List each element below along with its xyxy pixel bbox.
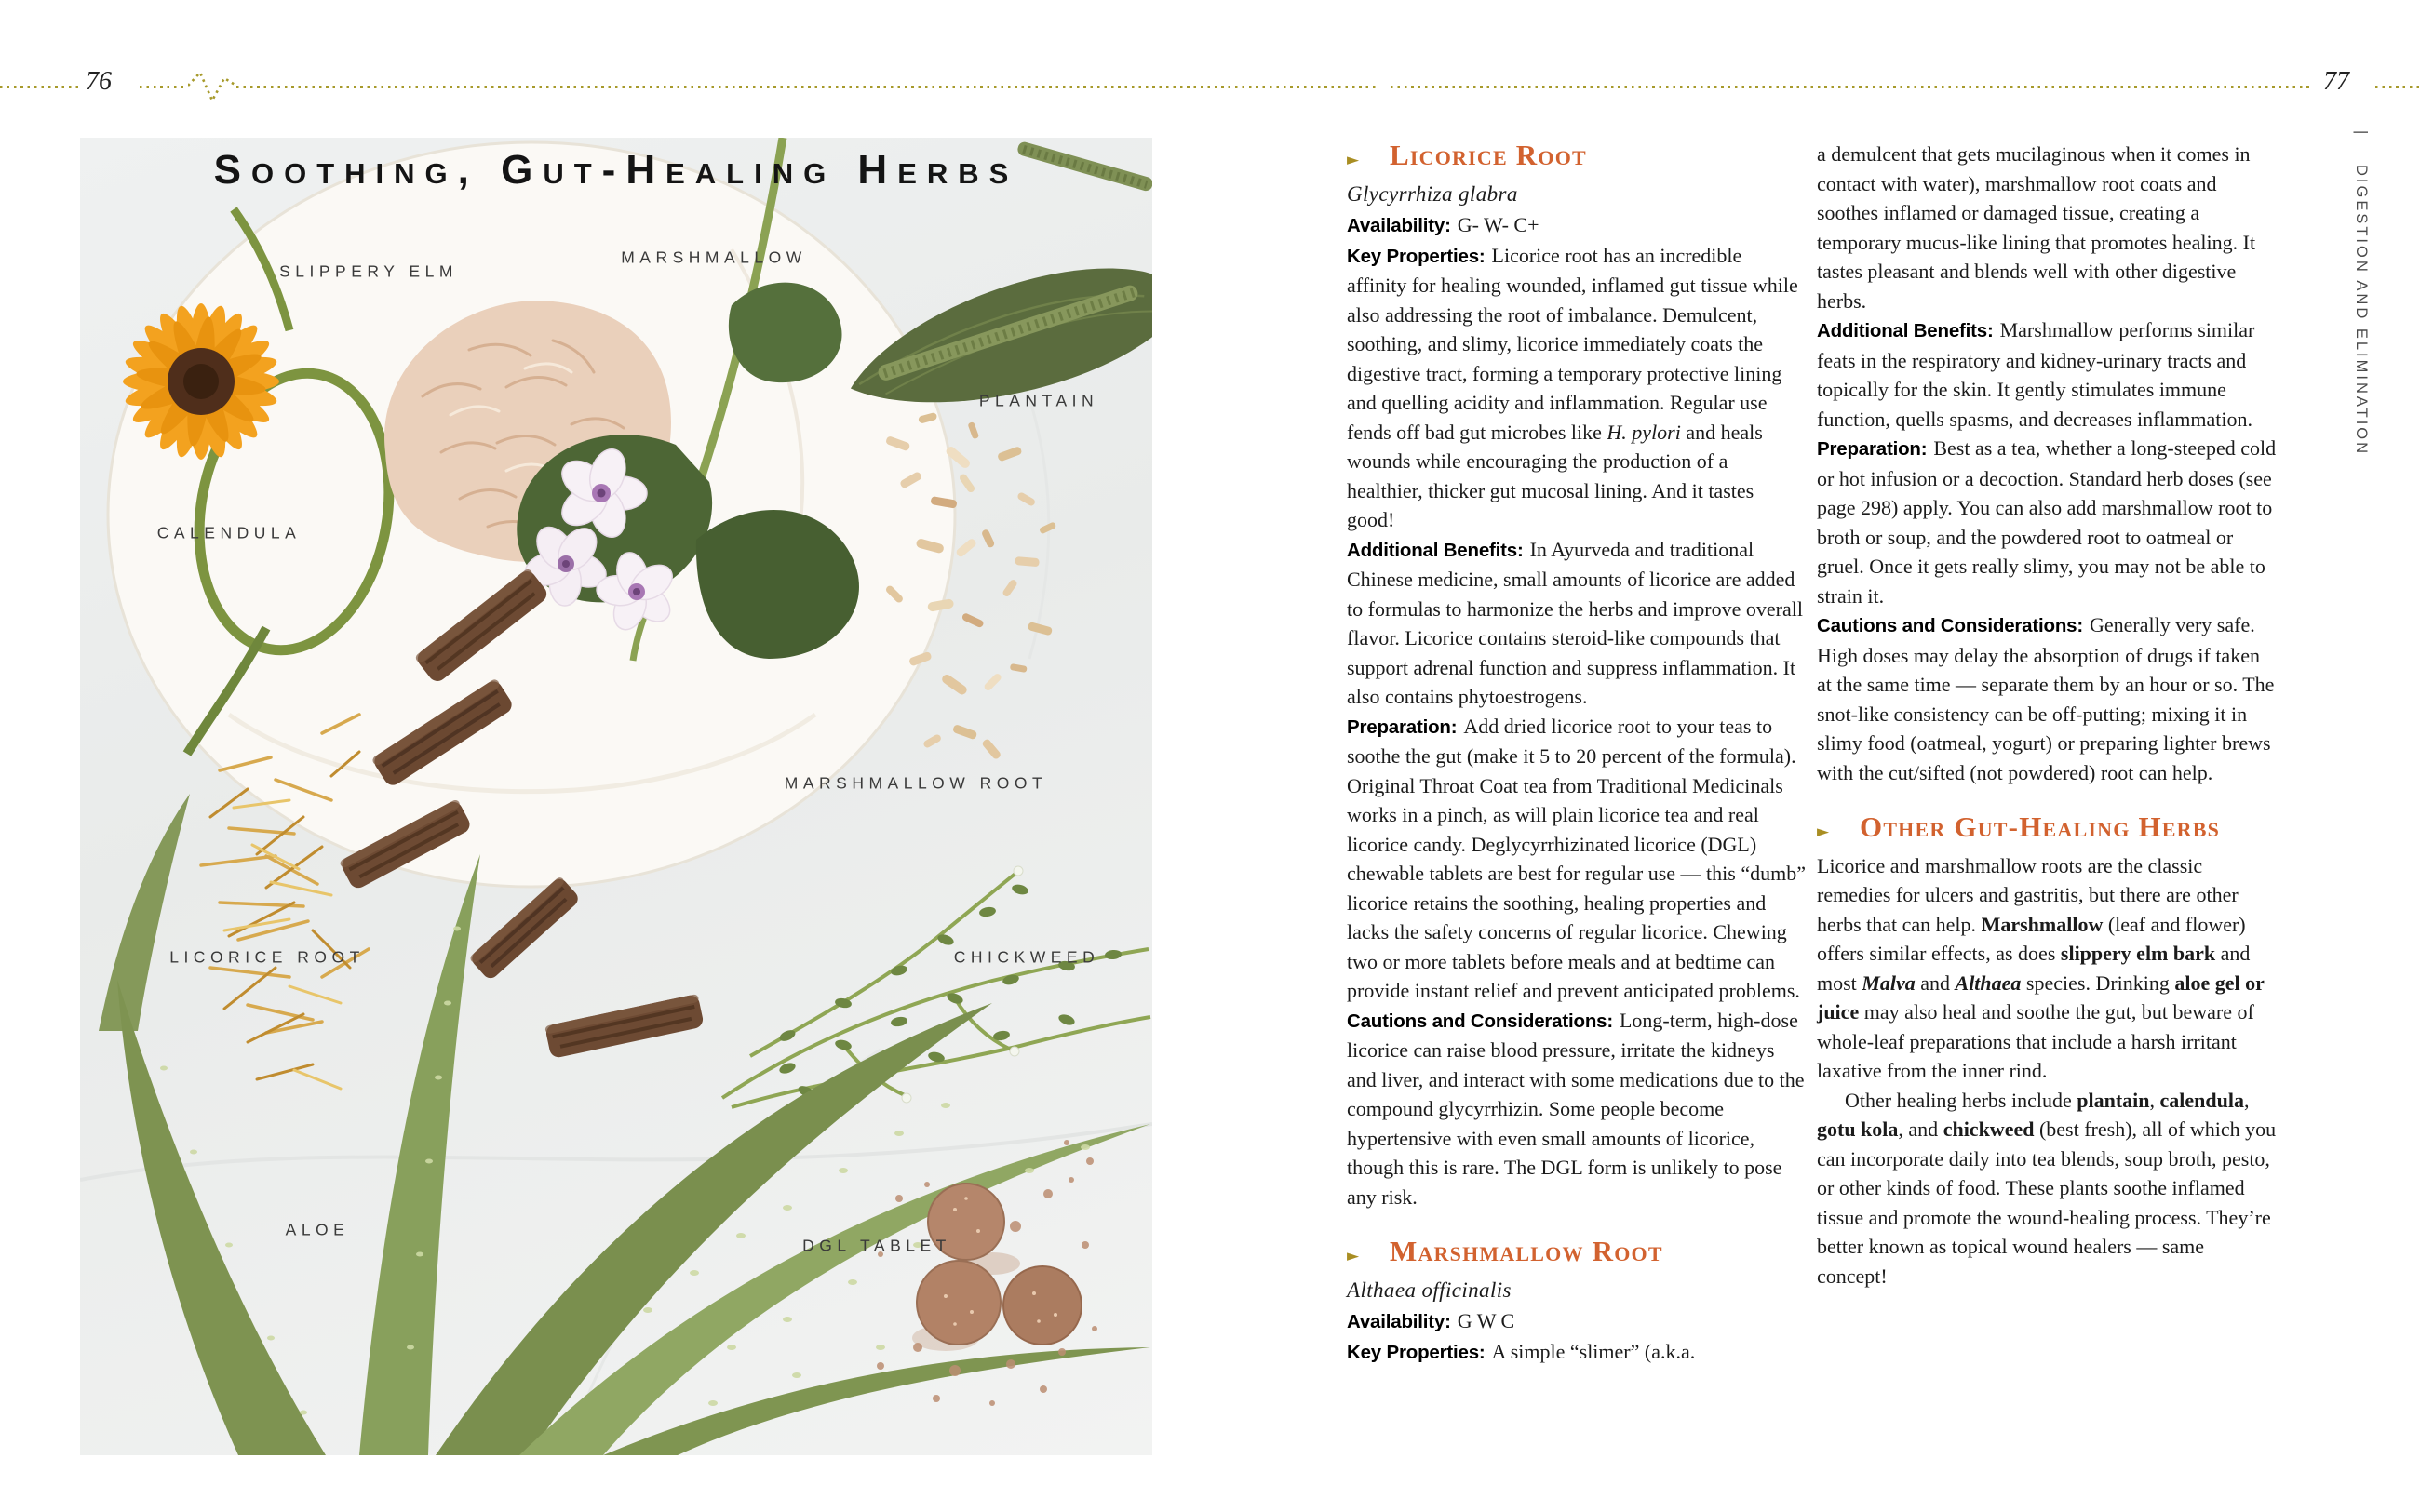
page-number-right: 77 bbox=[2323, 67, 2349, 96]
dotted-rule-left-c bbox=[236, 86, 1378, 88]
preparation-text: Best as a tea, whether a long-steeped cold or hot infusion or a decoction. Standard herb doses (see page 298) apply. You can also add marshmallow root to broth or soup, and the powdered root to oatmeal or gruel. Once it gets really slimy, you may not be able to strain it. bbox=[1817, 436, 2277, 608]
herb-label-chickweed: CHICKWEED bbox=[953, 947, 1100, 967]
licorice-availability bbox=[1347, 210, 1807, 241]
preparation-label: Preparation: bbox=[1817, 438, 1928, 460]
herb-photo-illustration bbox=[80, 138, 1152, 1455]
dotted-rule-left-a bbox=[0, 86, 78, 88]
herb-label-marshmallow: MARSHMALLOW bbox=[621, 248, 807, 267]
availability-value: G- W- C+ bbox=[1457, 213, 1539, 236]
latin-name-licorice: Glycyrrhiza glabra bbox=[1347, 181, 1518, 206]
herb-label-calendula: CALENDULA bbox=[156, 523, 302, 542]
herb-label-dgl-tablet: DGL TABLET bbox=[802, 1236, 951, 1255]
marshmallow-key-properties-start bbox=[1347, 1337, 1807, 1368]
dotted-rule-right bbox=[1391, 86, 2312, 88]
key-properties-text: Licorice root has an incredible affinity for healing wounded, inflamed gut tissue while also addressing the root of imbalance. Demulcent, soothing, and slimy, licorice immediately coats the digestive tract, forming a temporary protective lining and quelling acidity and inflammation. Regular use fends off bad gut microbes like H. pylori and heals wounds while encouraging the production of a healthier, thicker gut mucosal lining. And it tastes good! bbox=[1347, 243, 1798, 531]
dotted-rule-right-end bbox=[2375, 86, 2420, 88]
heading-licorice-root: Licorice Root bbox=[1390, 139, 1587, 171]
other-herbs-paragraph-2 bbox=[1817, 1086, 2277, 1291]
availability-value: G W C bbox=[1457, 1309, 1515, 1332]
preparation-text: Add dried licorice root to your teas to soothe the gut (make it 5 to 20 percent of the formula). Original Throat Coat tea from Traditional Medicinals works in a pinch, as will plain licorice tea and real licorice candy. Deglycyrrhizinated licorice (DGL) chewable tablets are best for regular use — this “dumb” licorice retains the soothing, healing properties and lacks the safety concerns of regular licorice. Chewing two or more tablets before meals and at bedtime can provide instant relief and prevent anticipated problems. bbox=[1347, 714, 1806, 1002]
additional-benefits-text: In Ayurveda and traditional Chinese medicine, small amounts of licorice are added to formulas to harmonize the herbs and improve overall flavor. Licorice contains steroid-like compounds that support adrenal function and suppress inflammation. It also contains phytoestrogens. bbox=[1347, 537, 1803, 708]
sidebar-divider: | bbox=[2353, 130, 2370, 138]
zigzag-icon bbox=[188, 71, 238, 104]
marshmallow-additional-benefits bbox=[1817, 315, 2277, 434]
additional-benefits-label: Additional Benefits: bbox=[1817, 320, 1994, 341]
heading-other-gut-healing-herbs: Other Gut-Healing Herbs bbox=[1860, 810, 2221, 843]
cautions-text: Generally very safe. High doses may delay the absorption of drugs if taken at the same time — separate them by an hour or so. The snot-like consistency can be off-putting; mixing it in slimy food (oatmeal, yogurt) or preparing lighter brews with the cut/sifted (not powdered) root can help. bbox=[1817, 613, 2275, 784]
marshmallow-key-properties-continued bbox=[1817, 140, 2277, 315]
herb-label-aloe: ALOE bbox=[285, 1220, 350, 1239]
licorice-cautions bbox=[1347, 1006, 1807, 1212]
photo-title: Soothing, Gut-Healing Herbs bbox=[213, 147, 1019, 193]
marshmallow-availability bbox=[1347, 1306, 1807, 1337]
preparation-label: Preparation: bbox=[1347, 716, 1458, 738]
other-herbs-text-2: Other healing herbs include plantain, calendula, gotu kola, and chickweed (best fresh), all of which you can incorporate daily into tea blends, soup broth, pesto, or other kinds of food. These plants soothe inflamed tissue and promote the wound-healing process. They’re better known as topical wound healers — same concept! bbox=[1817, 1088, 2277, 1288]
availability-label: Availability: bbox=[1347, 215, 1451, 236]
cautions-label: Cautions and Considerations: bbox=[1817, 615, 2083, 636]
chapter-sidebar-label bbox=[2352, 130, 2370, 456]
key-properties-text-col1: A simple “slimer” (a.k.a. bbox=[1491, 1339, 1696, 1363]
key-properties-label: Key Properties: bbox=[1347, 245, 1486, 267]
chickweed-sprigs bbox=[722, 866, 1150, 1107]
sidebar-chapter-text: DIGESTION AND ELIMINATION bbox=[2353, 165, 2370, 457]
marshmallow-preparation bbox=[1817, 434, 2277, 610]
herb-label-slippery-elm: SLIPPERY ELM bbox=[279, 261, 458, 281]
cautions-text: Long-term, high-dose licorice can raise blood pressure, irritate the kidneys and liver, and interact with some medications due to the compound glycyrrhizin. Some people become hypertensive with even small amounts of licorice, though this is rare. The DGL form is unlikely to pose any risk. bbox=[1347, 1008, 1805, 1209]
licorice-preparation bbox=[1347, 712, 1807, 1006]
arrow-bullet-icon: ► bbox=[1347, 151, 1360, 169]
herb-photo bbox=[80, 138, 1152, 1455]
arrow-bullet-icon: ► bbox=[1347, 1247, 1360, 1265]
arrow-bullet-icon: ► bbox=[1817, 823, 1830, 841]
licorice-additional-benefits bbox=[1347, 535, 1807, 712]
licorice-key-properties bbox=[1347, 241, 1807, 535]
additional-benefits-label: Additional Benefits: bbox=[1347, 539, 1524, 561]
page-77-column-1 bbox=[1347, 140, 1807, 1367]
herb-label-marshmallow-root: MARSHMALLOW ROOT bbox=[784, 773, 1048, 793]
key-properties-label: Key Properties: bbox=[1347, 1341, 1486, 1363]
page-number-left: 76 bbox=[86, 67, 112, 96]
page-77-column-2 bbox=[1817, 140, 2277, 1291]
availability-label: Availability: bbox=[1347, 1311, 1451, 1332]
latin-name-marshmallow: Althaea officinalis bbox=[1347, 1278, 1512, 1302]
cautions-label: Cautions and Considerations: bbox=[1347, 1010, 1613, 1032]
heading-marshmallow-root: Marshmallow Root bbox=[1390, 1235, 1663, 1267]
key-properties-text-col2: a demulcent that gets mucilaginous when it comes in contact with water), marshmallow root coats and soothes inflamed or damaged tissue, creating a temporary mucus-like lining that promotes healing. It tastes pleasant and blends well with other digestive herbs. bbox=[1817, 142, 2256, 313]
other-herbs-text-1: Licorice and marshmallow roots are the classic remedies for ulcers and gastritis, but there are other herbs that can help. Marshmallow (leaf and flower) offers similar effects, as does slippery elm bark and most Malva and Althaea species. Drinking aloe gel or juice may also heal and soothe the gut, but beware of whole-leaf preparations that include a harsh irritant laxative from the inner rind. bbox=[1817, 853, 2265, 1082]
herb-label-plantain: PLANTAIN bbox=[978, 391, 1099, 410]
dotted-rule-left-b bbox=[140, 86, 188, 88]
herb-label-licorice-root: LICORICE ROOT bbox=[169, 947, 365, 967]
marshmallow-cautions bbox=[1817, 610, 2277, 787]
additional-benefits-text: Marshmallow performs similar feats in the respiratory and kidney-urinary tracts and topically for the skin. It gently stimulates immune function, quells spasms, and decreases inflammation. bbox=[1817, 318, 2255, 431]
other-herbs-paragraph-1 bbox=[1817, 851, 2277, 1086]
